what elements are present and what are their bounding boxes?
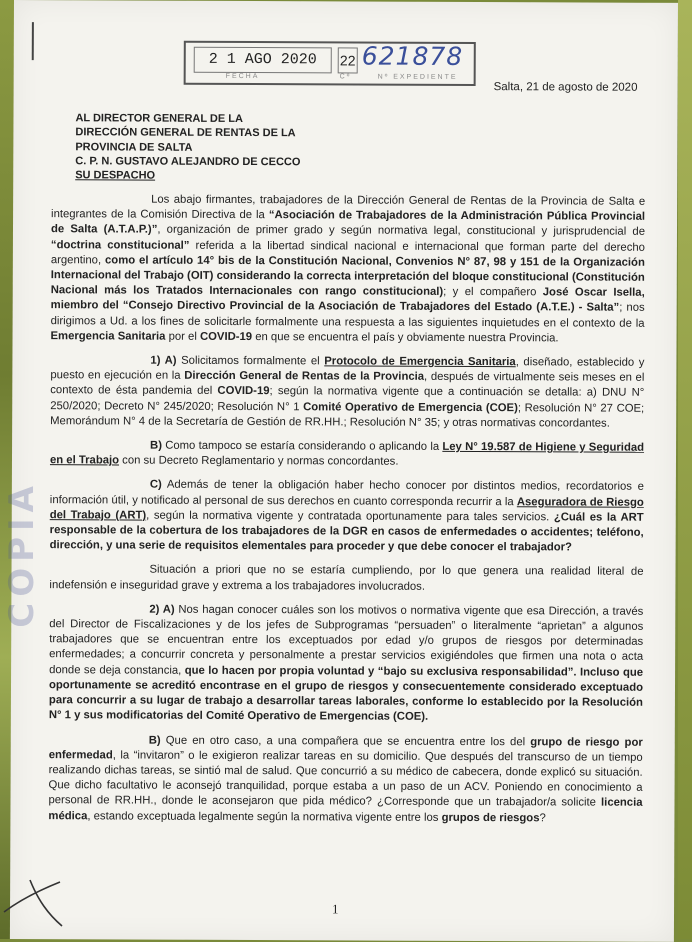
paragraph-1b: B) Como tampoco se estaría considerando o aplicando la Ley N° 19.587 de Higiene y Seguridad en el Trabajo con su Decreto Reglamentario y normas concordantes. <box>49 439 645 468</box>
paragraph-2a: 2) A) Nos hagan conocer cuáles son los motivos o normativa vigente que esa Dirección, a través del Director de Fiscalizaciones y de los jefes de Subprogramas “persuaden” o literalmente “aprietan” a algunos trabajadores que se encuentran entre los exceptuados por edad y/o grupos de riesgos por determinadas enfermedades; a concurrir concreta y personalmente a prestar servicios exigiéndoles que firmen una nota o acta donde se deja constancia, que lo hacen por propia voluntad y “bajo su exclusiva responsabilidad”. Incluso que oportunamente se acreditó encontrase en el grupo de riesgos y consecuentemente considerado exceptuado para concurrir a su lugar de trabajo a desarrollar tareas laborales, conforme lo establecido por la Resolución N° 1 y sus modificatorias del Comité Operativo de Emergencias (COE). <box>48 603 644 724</box>
addressee-line: C. P. N. GUSTAVO ALEJANDRO DE CECCO <box>75 155 301 169</box>
paragraph-situation: Situación a priori que no se estaría cumpliendo, por lo que genera una realidad literal de indefensión e inseguridad grave y extrema a los trabajadores involucrados. <box>49 564 644 593</box>
pen-tick-mark <box>32 22 34 60</box>
addressee-line: PROVINCIA DE SALTA <box>75 140 193 154</box>
place-date: Salta, 21 de agosto de 2020 <box>493 81 638 94</box>
addressee-line: SU DESPACHO <box>75 169 156 182</box>
stamp-c-value: 22 <box>338 47 358 73</box>
paragraph-2b: B) Que en otro caso, a una compañera que se encuentra entre los del grupo de riesgo por enfermedad, la “invitaron” o le exigieron realizar tareas en su domicilio. Que después del transcurso de un tiempo realizando dichas tareas, se sintió mal de salud. Que concurrió a su médico de cabecera, donde explicó su situación. Que dicho facultativo le aconsejó tranquilidad, porque estaba a un paso de un ACV. Poniendo en conocimiento a personal de RR.HH., donde le aconsejaron que pida médico? ¿Corresponde que un trabajador/a solicite licencia médica, estando exceptuada legalmente según la normativa vigente entre los grupos de riesgos? <box>48 734 643 824</box>
addressee-line: DIRECCIÓN GENERAL DE RENTAS DE LA <box>75 126 296 140</box>
document-page <box>10 0 678 942</box>
page-number: 1 <box>332 901 339 917</box>
addressee-line: AL DIRECTOR GENERAL DE LA <box>75 112 243 126</box>
pen-signature-mark <box>0 870 80 930</box>
reception-stamp <box>184 41 476 86</box>
stamp-date-label: FECHA <box>225 72 260 81</box>
stamp-c-label: Cº <box>339 73 352 81</box>
paragraph-1c: C) Además de tener la obligación haber hecho conocer por distintos medios, recordatorios e información útil, y notificado al personal de sus derechos en cuanto corresponda recurrir a la Aseguradora de Riesgo del Trabajo (ART), según la normativa vigente y contratada oportunamente para tales servicios. ¿Cuál es la ART responsable de la cobertura de los trabajadores de la DGR en casos de enfermedades o accidentes; teléfono, dirección, y una serie de requisitos elementales para proceder y que debe conocer el trabajador? <box>49 479 644 554</box>
addressee-block <box>75 111 415 184</box>
paragraph-1a: 1) A) Solicitamos formalmente el Protocolo de Emergencia Sanitaria, diseñado, establecido y puesto en ejecución en la Dirección General de Rentas de la Provincia, después de virtualmente seis meses en el contexto de ésta pandemia del COVID-19; según la normativa vigente que a continuación se detalla: a) DNU N° 250/2020; Decreto N° 245/2020; Resolución N° 1 Comité Operativo de Emergencia (COE); Resolución N° 27 COE; Memorándum N° 4 de la Secretaría de Gestión de RR.HH.; Resolución N° 35; y otras normativas concordantes. <box>50 354 645 430</box>
stamp-file-number: 621878 <box>361 41 464 71</box>
background-right <box>678 0 692 939</box>
copia-watermark-stamp: COPIA <box>2 480 42 628</box>
letter-body <box>48 192 645 835</box>
paragraph-intro: Los abajo firmantes, trabajadores de la Dirección General de Rentas de la Provincia de Salta e integrantes de la Comisión Directiva de la “Asociación de Trabajadores de la Administración Pública Provincial de Salta (A.T.A.P.)”, organización de primer grado y según normativa legal, constitucional y jurisprudencial de “doctrina constitucional” referida a la libertad sindical nacional e internacional que forman parte del derecho argentino, como el artículo 14° bis de la Constitución Nacional, Convenios N° 87, 98 y 151 de la Organización Internacional del Trabajo (OIT) considerando la correcta interpretación del bloque constitucional (Constitución Nacional más los Tratados Internacionales con rango constitucional); y el compañero José Oscar Isella, miembro del “Consejo Directivo Provincial de la Asociación de Trabajadores del Estado (A.T.E.) - Salta”; nos dirigimos a Ud. a los fines de solicitarle formalmente una respuesta a las siguientes inquietudes en el contexto de la Emergencia Sanitaria por el COVID-19 en que se encuentra el país y obviamente nuestra Provincia. <box>50 193 646 345</box>
stamp-date: 2 1 AGO 2020 <box>194 47 332 74</box>
stamp-number-label: Nº EXPEDIENTE <box>377 73 458 81</box>
